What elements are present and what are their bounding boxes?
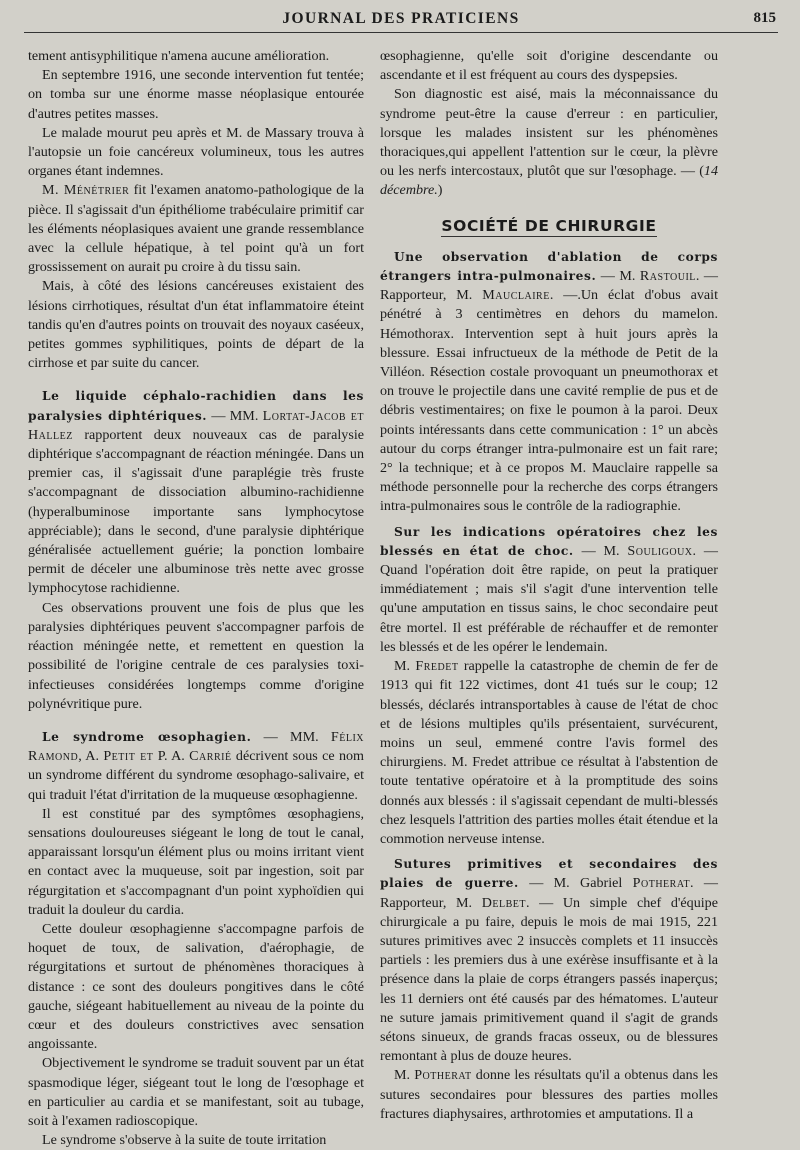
article-paragraph [380, 855, 718, 1066]
paragraph-text: donne les résultats qu'il a obtenus dans les sutures secondaires pour blessures des parties molles fractures diaphysaires, arthrotomies et amputations. Il a [380, 1067, 718, 1122]
article-paragraph [380, 523, 718, 657]
author-name: Carrié [189, 748, 232, 765]
author-name: M. Ménétrier [42, 182, 130, 199]
author-name: Petit et [103, 748, 154, 765]
paragraph: tement antisyphilitique n'amena aucune amélioration. [28, 48, 330, 64]
paragraph [380, 85, 718, 200]
author-name: Potherat [632, 875, 691, 892]
paragraph-text: Son diagnostic est aisé, mais la méconnaissance du syndrome peut-être la cause d'erreur : en particulier, lorsque les malades insistent sur les phénomènes thoraciques,qui appellent l'attention sur le cœur, la plèvre ou les nerfs intercostaux, plutôt que sur l'œsophage. — ( [380, 86, 718, 180]
section-heading: Une observation d'ablation de corps étrangers intra-pulmonaires. [380, 249, 718, 284]
author-name: Rastouil [639, 268, 696, 285]
paragraph-text: ) [437, 182, 443, 199]
paragraph-text: décrivent sous ce nom un syndrome différent du syndrome œsophago-salivaire, et qui traduit l'état d'irritation de la muqueuse œsophagienne. [28, 748, 365, 803]
author-name: Souligoux [627, 542, 693, 559]
author-name: Fredet [415, 658, 459, 675]
paragraph-text: rapportent deux nouveaux cas de paralysie diphtérique s'accompagnant de réaction méningée. Dans un premier cas, il s'agissait d'une paraplégie très fruste s'accompagnant de dissociation albumino-rachidienne (hyperalbuminose importante sans lymphocytose appréciable); dans le second, d'une paralysie diphtérique généralisée actuellement guérie; la ponction lombaire permit de déceler une albuminose très nette avec grosse lymphocytose rachidienne. [28, 426, 364, 597]
author-name: Mauclaire [482, 287, 550, 304]
paragraph [28, 181, 364, 277]
paragraph: Le malade mourut peu après et M. de Massary trouva à l'autopsie un foie cancéreux volumineux, tous les autres organes étant indemnes. [28, 124, 364, 180]
journal-title: JOURNAL DES PRATICIENS [282, 10, 520, 27]
paragraph: Le syndrome s'observe à la suite de toute irritation [42, 1132, 327, 1149]
paragraph: œsophagienne, qu'elle soit d'origine descendante ou ascendante et il est fréquent au cours des dyspepsies. [380, 48, 718, 84]
author-name: Lortat-Jacob et Hallez [28, 407, 364, 443]
author-name: Potherat [414, 1067, 472, 1084]
section-heading: Le syndrome œsophagien. [42, 729, 252, 744]
paragraph-text: . — Rapporteur, M. [380, 875, 719, 911]
section-heading: Sutures primitives et secondaires des plaies de guerre. [380, 857, 718, 891]
paragraph-text: — M. [596, 268, 640, 285]
paragraph: Objectivement le syndrome se traduit souvent par un état spasmodique léger, siégeant tout le long de l'œsophage et en particulier au cardia et se manifestant, soit au tubage, soit à l'examen radioscopique. [28, 1055, 364, 1129]
article-paragraph [28, 387, 364, 598]
section-heading: Sur les indications opératoires chez les blessés en état de choc. [380, 524, 718, 558]
paragraph-text: . — Un simple chef d'équipe chirurgicale a pu faire, depuis le mois de mai 1915, 221 sutures primitives avec 2 insuccès complets et 11 insuccès partiels : les premiers dus à une exérèse insuffisante et à la présence dans la plaie de corps étrangers passés inaperçus; les 11 derniers ont été causés par des hématomes. L'auteur ne suture jamais primitivement quand il s'agit de grands sétons sinueux, de grands fracas osseux, ou de blessures remontant à plus de douze heures. [380, 894, 718, 1065]
paragraph-text: — M. [573, 542, 628, 559]
article-paragraph [28, 728, 364, 805]
paragraph [380, 1066, 718, 1124]
paragraph: Ces observations prouvent une fois de plus que les paralysies diphtériques peuvent s'accompagner parfois de réaction méningée nette, et remettent en question la possibilité de l'origine centrale de ces paralysies toxi-infectieuses considérées longtemps comme d'origine polynévritique pure. [28, 599, 364, 712]
paragraph-text: — M. Gabriel [518, 875, 633, 892]
paragraph-text: — MM. [207, 407, 263, 424]
author-name: Félix Ramond [28, 728, 364, 765]
paragraph-text: , A. [78, 748, 104, 765]
society-heading [380, 217, 718, 236]
paragraph-text: fit l'examen anatomo-pathologique de la pièce. Il s'agissait d'un épithéliome trabéculaire primitif car les éléments néoplasiques avaient une grande ressemblance avec la cellule hépatique, à tel point qu'à un fort grossissement on aurait pu croire à du tissu sain. [28, 182, 365, 276]
paragraph-text: M. [394, 1067, 415, 1084]
paragraph-text: . —.Un éclat d'obus avait pénétré à 3 centimètres en dehors du mamelon. Hémothorax. Intervention sept à huit jours après la blessure. Essai infructueux de la méthode de Petit de la Villéon. Résection costale provoquant un pneumothorax et on trouve le projectile dans une cavité remplie de pus et de débris vestimentaires; on fixe le poumon à la paroi. Deux points intéressants dans cette communication : 1° un abcès autour du corps étranger intra-pulmonaire est un fait rare; 2° la technique; et à ce propos M. Mauclaire rappelle sa méthode personnelle pour la recherche des corps étrangers intra-pulmonaires sous le contrôle de la radiographie. [380, 287, 718, 515]
society-heading-text: SOCIÉTÉ DE CHIRURGIE [441, 216, 657, 235]
paragraph-text: . — Quand l'opération doit être rapide, on peut la pratiquer immédiatement ; mais s'il s'agit d'une intervention telle qu'une amputation en tissus sains, le choc secondaire peut être mortel. Il est préférable de réchauffer et de remonter les blessés et de les opérer le lendemain. [380, 542, 718, 655]
paragraph-text: rappelle la catastrophe de chemin de fer de 1913 qui fit 122 victimes, dont 41 tués sur le coup; 12 blessés, déclarés intransportables à cause de l'état de choc et de lésions multiples qu'ils présentaient, survécurent, moins un seul, emmené contre l'avis formel des chirurgiens. M. Fredet attribue ce résultat à l'abstention de toute tentative opératoire et à la promptitude des soins donnés aux blessés : il s'agissait cependant de multi-blessés chez lesquels l'attrition des parties molles était étendue et la commotion nerveuse intense. [380, 658, 718, 847]
paragraph-text: — MM. [251, 728, 331, 745]
paragraph-text: P. A. [153, 748, 190, 765]
paragraph-text: M. [394, 658, 416, 675]
left-column [28, 47, 364, 1150]
paragraph: Mais, à côté des lésions cancéreuses existaient des lésions cirrhotiques, résultat d'un état inflammatoire éteint tandis qu'en d'autres points on trouvait des noyaux caséeux, petites gommes syphilitiques, points de départ de la cirrhose et par suite du cancer. [28, 278, 364, 372]
article-paragraph [380, 248, 718, 517]
paragraph: En septembre 1916, une seconde intervention fut tentée; on tomba sur une énorme masse néoplasique entourée d'autres petites masses. [28, 67, 364, 122]
right-column [380, 47, 718, 1124]
running-header [24, 4, 778, 33]
page-number: 815 [753, 10, 776, 26]
paragraph-text: . — Rapporteur, M. [380, 268, 718, 304]
section-heading: Le liquide céphalo-rachidien dans les paralysies diphtériques. [28, 389, 364, 423]
date-reference: 14 décembre. [380, 163, 718, 199]
paragraph: Il est constitué par des symptômes œsophagiens, sensations douloureuses siégeant le long de tout le canal, apparaissant lorsqu'un élément plus ou moins irritant vient en contact avec la muqueuse, soit par ingestion, soit par régurgitation et s'accompagnant d'un point xyphoïdien qui traduit la douleur du cardia. [28, 805, 364, 918]
author-name: Delbet [481, 894, 526, 911]
paragraph: Cette douleur œsophagienne s'accompagne parfois de hoquet de toux, de salivation, d'aérophagie, de régurgitations et surtout de phénomènes thoraciques à distance : ce sont des douleurs pongitives dans le côté gauche, siégeant habituellement au niveau de la pointe du cœur et des douleurs constrictives avec sensation angoissante. [28, 920, 364, 1053]
paragraph [380, 657, 718, 849]
